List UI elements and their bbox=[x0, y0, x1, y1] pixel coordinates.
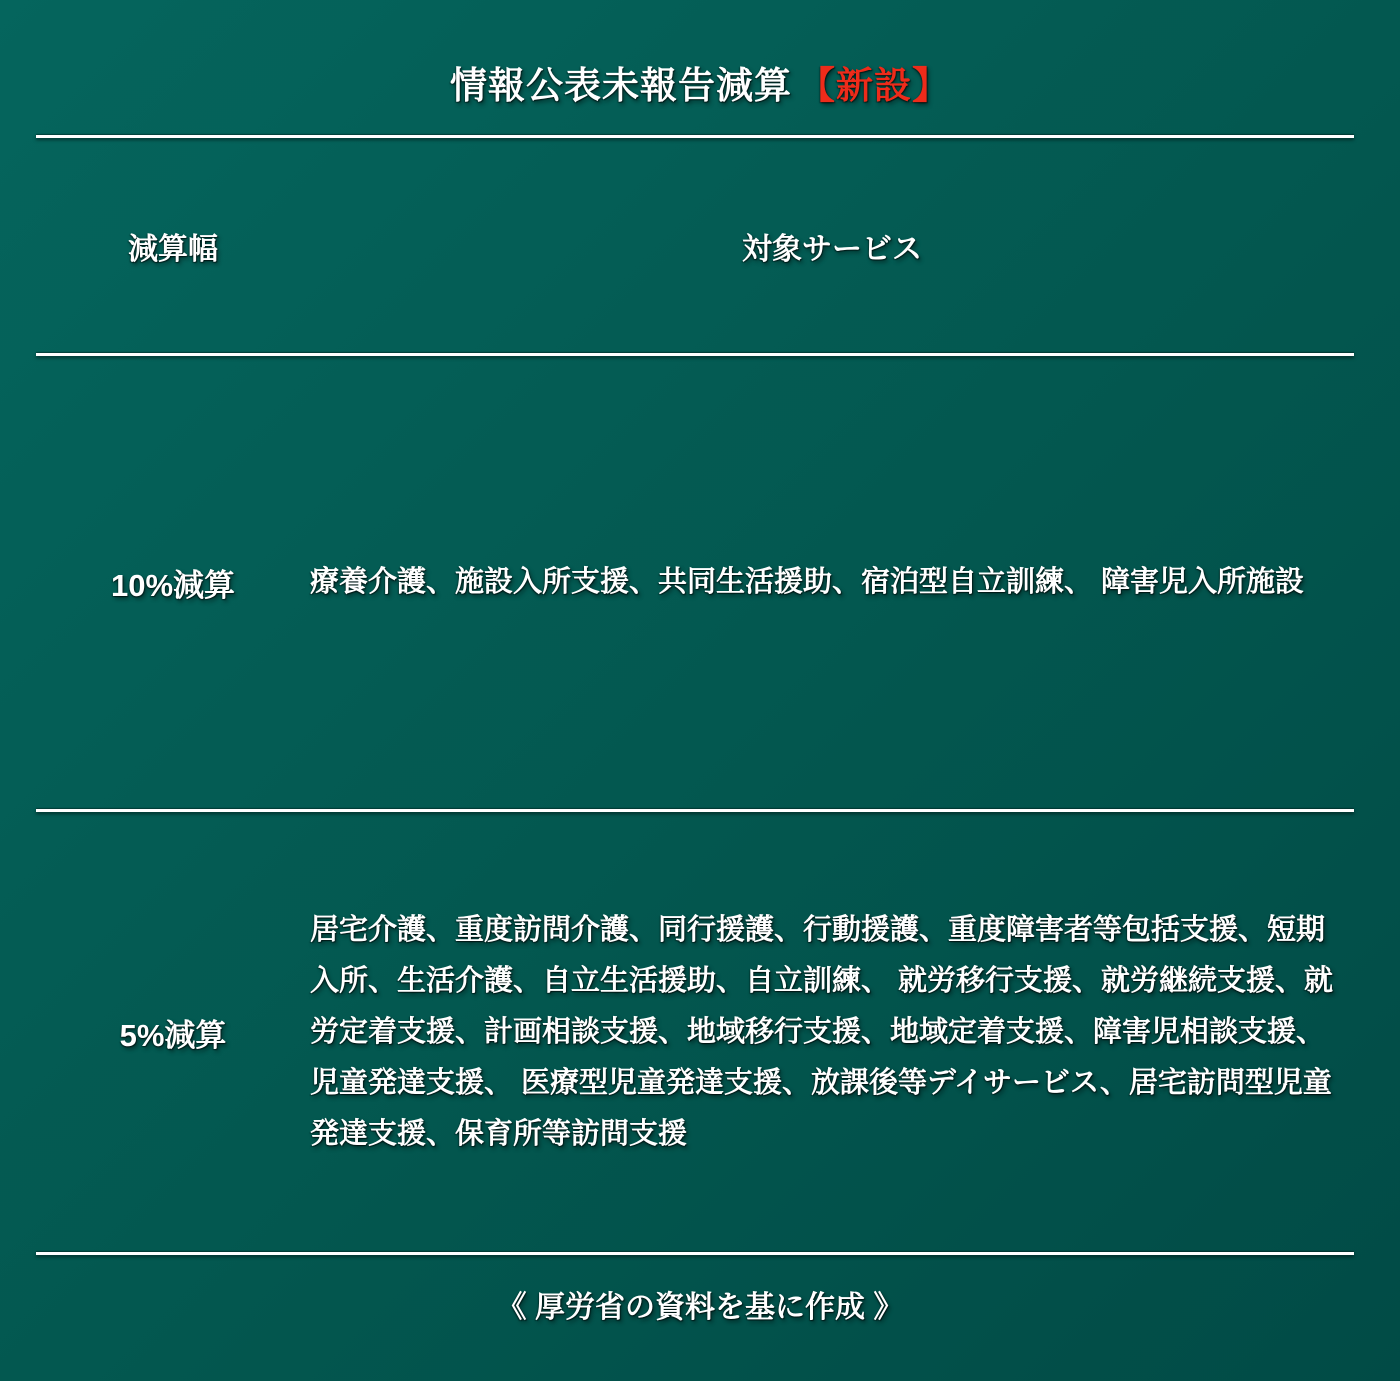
row1-services-text: 療養介護、施設入所支援、共同生活援助、宿泊型自立訓練、 障害児入所施設 bbox=[310, 566, 1305, 598]
page-title-main: 情報公表未報告減算 bbox=[450, 65, 792, 106]
row2-reduction-label: 5%減算 bbox=[119, 1017, 227, 1053]
row1-reduction-label: 10%減算 bbox=[110, 568, 236, 603]
page-title bbox=[0, 55, 1400, 109]
row1-services-cell bbox=[310, 557, 1354, 608]
source-attribution: 《 厚労省の資料を基に作成 》 bbox=[496, 1291, 904, 1324]
header-reduction: 減算幅 bbox=[128, 232, 218, 266]
table-row bbox=[36, 356, 1354, 809]
row2-services-cell bbox=[310, 905, 1354, 1160]
row2-services-text: 居宅介護、重度訪問介護、同行援護、行動援護、重度障害者等包括支援、短期入所、生活介護、自立生活援助、自立訓練、 就労移行支援、就労継続支援、就労定着支援、計画相談支援、地域移行支援、地域定着支援、障害児相談支援、児童発達支援、 医療型児童発達支援、放課後等デイサービス、居宅訪問型児童発達支援、保育所等訪問支援 bbox=[310, 913, 1334, 1150]
header-services: 対象サービス bbox=[742, 232, 922, 266]
table-header-row bbox=[36, 138, 1354, 353]
new-badge: 【新設】 bbox=[798, 65, 950, 106]
divider-bottom bbox=[36, 1252, 1354, 1255]
table-row bbox=[36, 812, 1354, 1252]
